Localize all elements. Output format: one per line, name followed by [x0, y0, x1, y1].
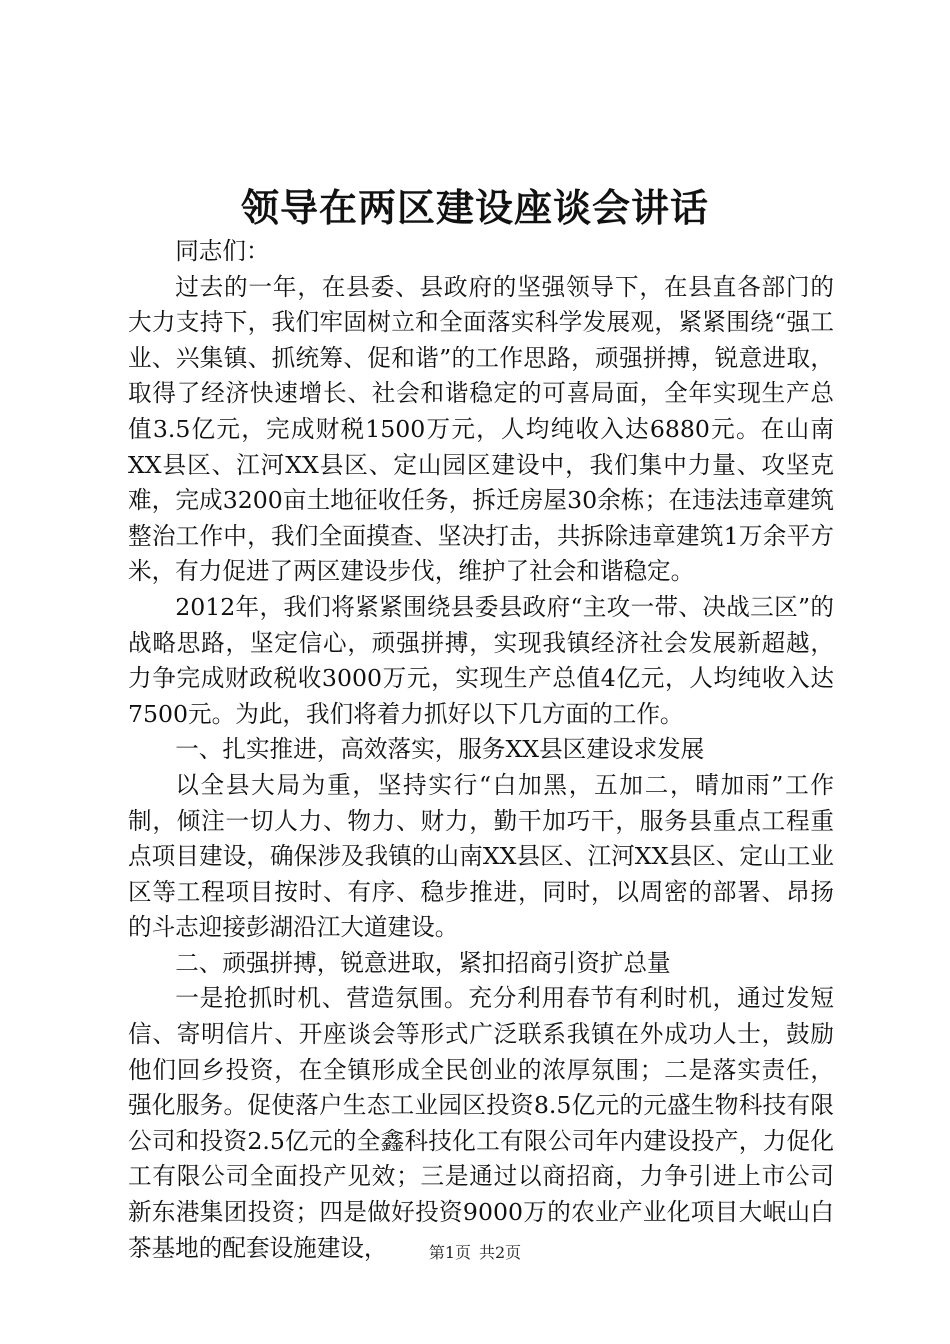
- document-body: [128, 234, 834, 1266]
- salutation: 同志们：: [175, 237, 270, 265]
- page-number: 第1页: [428, 1243, 471, 1262]
- paragraph: 2012年，我们将紧紧围绕县委县政府“主攻一带、决战三区”的战略思路，坚定信心，顽强拼搏，实现我镇经济社会发展新超越，力争完成财政税收3000万元，实现生产总值4亿元，人均纯收入达7500元。为此，我们将着力抓好以下几方面的工作。: [128, 592, 834, 728]
- section-heading: 二、顽强拼搏，锐意进取，紧扣招商引资扩总量: [175, 948, 671, 977]
- page-footer: [0, 1243, 950, 1263]
- page-total: 共2页: [479, 1243, 522, 1262]
- paragraph: 一是抢抓时机、营造氛围。充分利用春节有利时机，通过发短信、寄明信片、开座谈会等形式广泛联系我镇在外成功人士，鼓励他们回乡投资，在全镇形成全民创业的浓厚氛围；二是落实责任，强化服务。促使落户生态工业园区投资8.5亿元的元盛生物科技有限公司和投资2.5亿元的全鑫科技化工有限公司年内建设投产，力促化工有限公司全面投产见效；三是通过以商招商，力争引进上市公司新东港集团投资；四是做好投资9000万的农业产业化项目大岷山白茶基地的配套设施建设，: [128, 984, 834, 1262]
- document-title: 领导在两区建设座谈会讲话: [240, 185, 709, 230]
- section-heading: 一、扎实推进，高效落实，服务XX县区建设求发展: [175, 735, 705, 764]
- paragraph: 过去的一年，在县委、县政府的坚强领导下，在县直各部门的大力支持下，我们牢固树立和全面落实科学发展观，紧紧围绕“强工业、兴集镇、抓统筹、促和谐”的工作思路，顽强拼搏，锐意进取，取得了经济快速增长、社会和谐稳定的可喜局面，全年实现生产总值3.5亿元，完成财税1500万元，人均纯收入达6880元。在山南XX县区、江河XX县区、定山园区建设中，我们集中力量、攻坚克难，完成3200亩土地征收任务，拆迁房屋30余栋；在违法违章建筑整治工作中，我们全面摸查、坚决打击，共拆除违章建筑1万余平方米，有力促进了两区建设步伐，维护了社会和谐稳定。: [128, 272, 834, 586]
- paragraph: 以全县大局为重，坚持实行“白加黑，五加二，晴加雨”工作制，倾注一切人力、物力、财力，勤干加巧干，服务县重点工程重点项目建设，确保涉及我镇的山南XX县区、江河XX县区、定山工业区等工程项目按时、有序、稳步推进，同时，以周密的部署、昂扬的斗志迎接彭湖沿江大道建设。: [128, 770, 834, 942]
